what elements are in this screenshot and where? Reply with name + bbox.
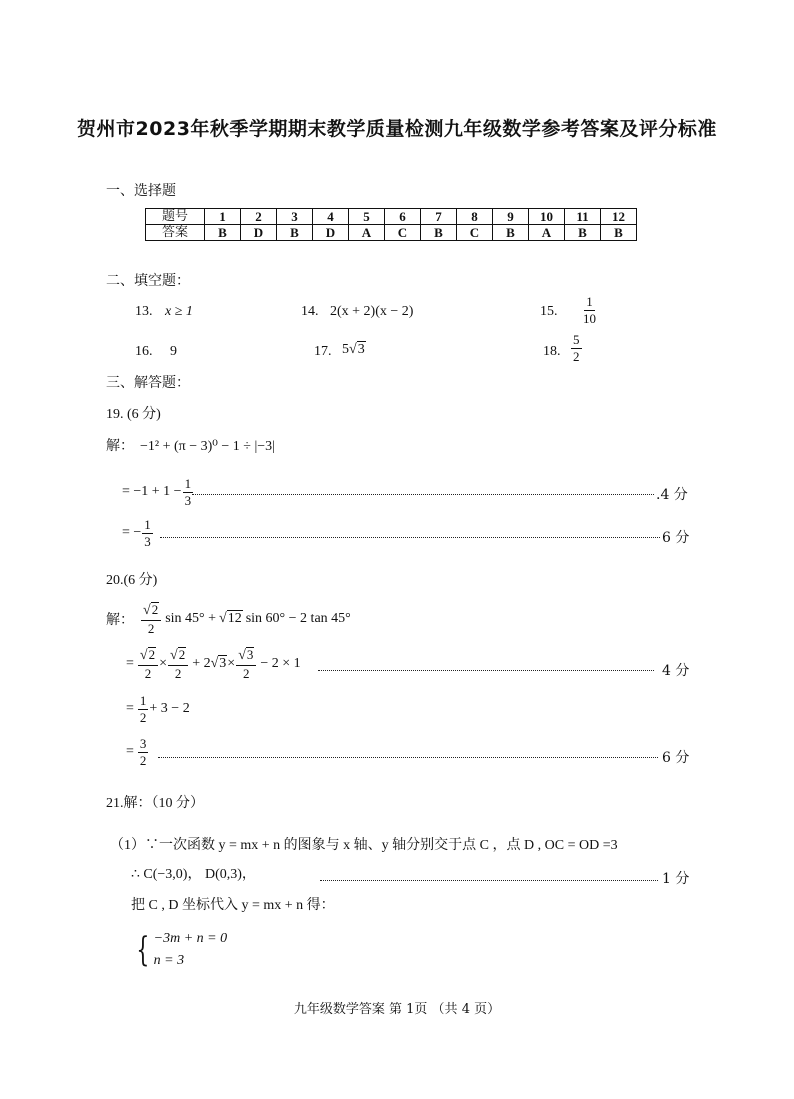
q20-radicand-3: 3	[219, 656, 227, 672]
answer-cell: D	[313, 225, 349, 241]
q20-step1-plus: + 2	[192, 655, 211, 671]
q19-step2-prefix: = −	[122, 525, 142, 541]
q18-label: 18.	[543, 344, 561, 359]
q19-step2-denominator: 3	[144, 533, 151, 549]
q18-denominator: 2	[573, 348, 580, 364]
q19-step1-denominator: 3	[184, 492, 192, 508]
answer-cell: B	[565, 225, 601, 241]
q20-step2-denominator: 2	[139, 709, 147, 725]
answer-cell: B	[493, 225, 529, 241]
q21-therefore-score: 1 分	[662, 871, 690, 887]
question-number: 12	[601, 209, 637, 225]
section-solve-heading: 三、解答题：	[106, 375, 190, 391]
q20-step3-denominator: 2	[139, 752, 147, 768]
page-footer: 九年级数学答案 第 1页 （共 4 页）	[293, 1002, 501, 1017]
q20-denominator: 2	[243, 665, 250, 681]
q13-answer: x ≥ 1	[165, 304, 193, 319]
q21-equation-2: n = 3	[153, 953, 185, 969]
table-row-label: 答案	[146, 225, 205, 241]
leader-dots	[192, 494, 654, 495]
q19-expression: −1² + (π − 3)⁰ − 1 ÷ |−3|	[140, 439, 275, 454]
q20-jie: 解：	[106, 612, 134, 628]
question-number: 10	[529, 209, 565, 225]
q20-step2-numerator: 1	[139, 693, 147, 708]
q20-expr-end: sin 60° − 2 tan 45°	[245, 610, 351, 626]
q15-denominator: 10	[583, 310, 596, 326]
times-sign: ×	[227, 655, 236, 671]
table-row	[146, 209, 637, 225]
q14-answer: 2(x + 2)(x − 2)	[330, 304, 414, 319]
q20-step3	[126, 737, 149, 767]
q19-heading: 19. (6 分)	[106, 407, 161, 422]
q20-radicand-12: 12	[227, 611, 242, 627]
leader-dots	[160, 537, 660, 538]
q15-answer	[580, 295, 599, 325]
q18-answer	[570, 333, 583, 363]
q19-step2	[122, 518, 154, 548]
q20-expression: 解： $\frac{√2}{2}$ sin 45° + √ 12 sin 60° − 2 tan 45°	[106, 602, 351, 636]
q21-heading: 21.解：（10 分）	[106, 796, 204, 811]
question-number: 5	[349, 209, 385, 225]
q20-radicand: 2	[151, 602, 159, 617]
q20-denominator: 2	[174, 665, 182, 681]
section-choice-heading: 一、选择题	[106, 183, 176, 199]
answer-cell: A	[529, 225, 565, 241]
q17-answer: 5 √ 3	[342, 341, 365, 357]
q20-radicand: 2	[148, 647, 156, 662]
question-number: 11	[565, 209, 601, 225]
q16-label: 16.	[135, 344, 153, 359]
q17-coefficient: 5	[342, 341, 349, 357]
q20-step2	[126, 694, 190, 724]
q20-step3-score: 6 分	[662, 750, 690, 766]
q13-label: 13.	[135, 304, 153, 319]
answer-cell: B	[421, 225, 457, 241]
q21-equation-1: −3m + n = 0	[153, 931, 228, 946]
q19-step2-numerator: 1	[144, 517, 151, 532]
question-number: 1	[205, 209, 241, 225]
page-title: 贺州市2023年秋季学期期末教学质量检测九年级数学参考答案及评分标准	[77, 118, 717, 140]
question-number: 6	[385, 209, 421, 225]
brace-icon: {	[136, 930, 150, 971]
question-number: 9	[493, 209, 529, 225]
table-row-label: 题号	[146, 209, 205, 225]
q20-step2-end: + 3 − 2	[149, 701, 190, 717]
q20-denominator: 2	[144, 665, 152, 681]
q21-therefore: ∴ C(−3,0)， D(0,3)，	[131, 867, 256, 882]
answer-cell: B	[277, 225, 313, 241]
q20-heading: 20.(6 分)	[106, 573, 158, 588]
q21-part1-statement: （1）∵一次函数 y = mx + n 的图象与 x 轴、y 轴分别交于点 C ，点 D , OC = OD =3	[110, 838, 618, 853]
q19-jie: 解：	[106, 439, 134, 454]
q19-step1-score: .4 分	[656, 487, 688, 503]
answer-cell: C	[385, 225, 421, 241]
equals-sign: =	[126, 655, 134, 671]
q20-denominator: 2	[147, 620, 155, 636]
table-row	[146, 225, 637, 241]
q20-radicand: 2	[178, 647, 186, 662]
q19-step1-numerator: 1	[184, 476, 192, 491]
q17-label: 17.	[314, 344, 332, 359]
leader-dots	[320, 880, 658, 881]
q20-step1: = $\frac{√2}{2}$ × $\frac{√2}{2}$ + 2 √ 3 × $\frac{√3}{2}$ − 2 × 1	[126, 647, 301, 681]
equals-sign: =	[126, 744, 134, 760]
q17-radicand: 3	[357, 342, 365, 357]
leader-dots	[158, 757, 658, 758]
q20-step1-score: 4 分	[662, 663, 690, 679]
answer-cell: C	[457, 225, 493, 241]
q16-answer: 9	[170, 344, 177, 359]
q19-step2-score: 6 分	[662, 530, 690, 546]
q19-step1	[122, 477, 194, 507]
section-fill-heading: 二、填空题：	[106, 273, 190, 289]
times-sign: ×	[159, 655, 167, 671]
q15-label: 15.	[540, 304, 558, 319]
answer-table	[145, 208, 637, 241]
question-number: 8	[457, 209, 493, 225]
answer-cell: D	[241, 225, 277, 241]
leader-dots	[318, 670, 654, 671]
answer-cell: B	[205, 225, 241, 241]
question-number: 2	[241, 209, 277, 225]
question-number: 4	[313, 209, 349, 225]
q21-substitute: 把 C , D 坐标代入 y = mx + n 得：	[131, 898, 335, 913]
question-number: 3	[277, 209, 313, 225]
q20-expr-mid: sin 45° +	[165, 610, 217, 626]
q20-step1-end: − 2 × 1	[260, 655, 301, 671]
q14-label: 14.	[301, 304, 319, 319]
q21-equation-system	[132, 928, 227, 973]
q19-step1-prefix: = −1 + 1 −	[122, 484, 182, 500]
question-number: 7	[421, 209, 457, 225]
q20-radicand-3: 3	[246, 647, 254, 662]
equals-sign: =	[126, 701, 134, 717]
answer-cell: B	[601, 225, 637, 241]
q15-numerator: 1	[586, 294, 593, 309]
q20-step3-numerator: 3	[139, 736, 147, 751]
answer-cell: A	[349, 225, 385, 241]
q18-numerator: 5	[573, 332, 580, 347]
